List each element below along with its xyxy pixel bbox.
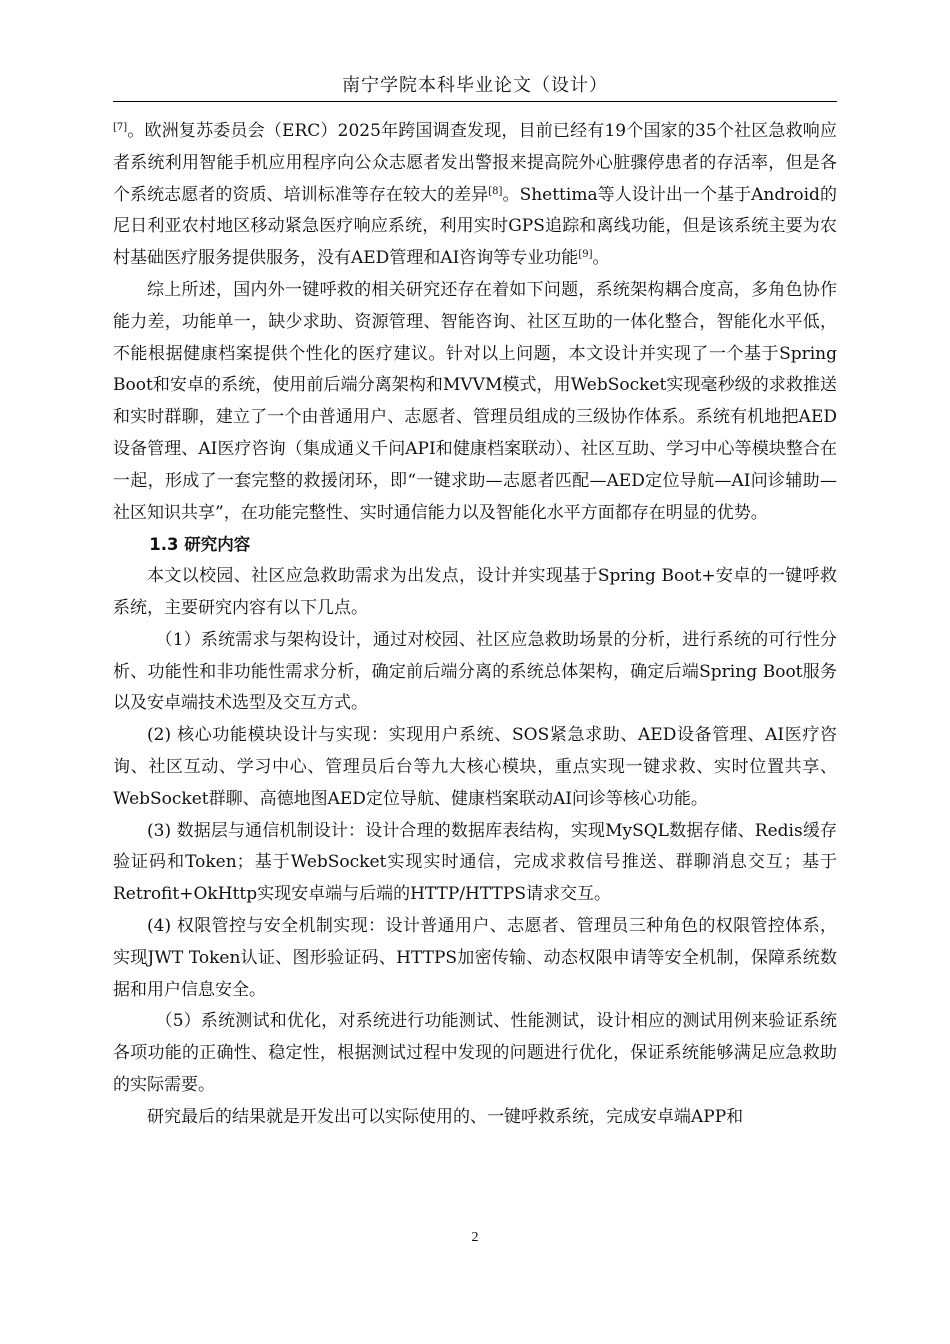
section-heading: 1.3 研究内容 bbox=[149, 535, 251, 555]
running-header: 南宁学院本科毕业论文（设计） bbox=[342, 75, 608, 96]
citation-8: [8] bbox=[488, 185, 503, 197]
citation-7: [7] bbox=[113, 122, 128, 133]
paragraph-summary: 综上所述，国内外一键呼救的相关研究还存在着如下问题，系统架构耦合度高，多角色协作能力差，功能单一，缺少求助、资源管理、智能咨询、社区互助的一体化整合，智能化水平低，不能根据健康档案提供个性化的医疗建议。针对以上问题，本文设计并实现了一个基于Spring Boot和安卓的系统，使用前后端分离架构和MVVM模式，用WebSocket实现毫秒级的求救推送和实时群聊，建立了一个由普通用户、志愿者、管理员组成的三级协作体系。系统有机地把AED设备管理、AI医疗咨询（集成通义千问API和健康档案联动）、社区互助、学习中心等模块整合在一起，形成了一套完整的救援闭环，即“一键求助—志愿者匹配—AED定位导航—AI问诊辅助—社区知识共享”，在功能完整性、实时通信能力以及智能化水平方面都存在明显的优势。 bbox=[113, 279, 837, 523]
research-item-4: (4) 权限管控与安全机制实现：设计普通用户、志愿者、管理员三种角色的权限管控体系，实现JWT Token认证、图形验证码、HTTPS加密传输、动态权限申请等安全机制，保障系统数据和用户信息安全。 bbox=[113, 915, 837, 1000]
paragraph-text: 。Shettima等人设计出一个基于Android的尼日利亚农村地区移动紧急医疗响应系统，利用实时GPS追踪和离线功能，但是该系统主要为农村基础医疗服务提供服务，没有AED管理和AI咨询等专业功能 bbox=[113, 184, 838, 269]
research-item-2: (2) 核心功能模块设计与实现：实现用户系统、SOS紧急求助、AED设备管理、AI医疗咨询、社区互动、学习中心、管理员后台等九大核心模块，重点实现一键求救、实时位置共享、WebSocket群聊、高德地图AED定位导航、健康档案联动AI问诊等核心功能。 bbox=[113, 725, 837, 809]
research-item-5: （5）系统测试和优化，对系统进行功能测试、性能测试，设计相应的测试用例来验证系统各项功能的正确性、稳定性，根据测试过程中发现的问题进行优化，保证系统能够满足应急救助的实际需要。 bbox=[113, 1011, 837, 1095]
paragraph-research-intro: 本文以校园、社区应急救助需求为出发点，设计并实现基于Spring Boot+安卓的一键呼救系统，主要研究内容有以下几点。 bbox=[113, 566, 837, 618]
page-number: 2 bbox=[471, 1230, 479, 1245]
header-rule bbox=[113, 101, 837, 102]
paragraph-text: 。欧洲复苏委员会（ERC）2025年跨国调查发现，目前已经有19个国家的35个社区急救响应者系统利用智能手机应用程序向公众志愿者发出警报来提高院外心脏骤停患者的存活率，但是各个系统志愿者的资质、培训标准等存在较大的差异 bbox=[113, 121, 837, 205]
paragraph-text: 。 bbox=[592, 248, 610, 269]
citation-9: [9] bbox=[578, 249, 593, 261]
body-text bbox=[113, 116, 837, 1134]
research-item-3: (3) 数据层与通信机制设计：设计合理的数据库表结构，实现MySQL数据存储、Redis缓存验证码和Token；基于WebSocket实现实时通信，完成求救信号推送、群聊消息交互；基于Retrofit+OkHttp实现安卓端与后端的HTTP/HTTPS请求交互。 bbox=[113, 820, 837, 905]
paragraph-related-work-continued bbox=[113, 116, 837, 275]
paragraph-result: 研究最后的结果就是开发出可以实际使用的、一键呼救系统，完成安卓端APP和 bbox=[147, 1106, 744, 1127]
research-item-1: （1）系统需求与架构设计，通过对校园、社区应急救助场景的分析，进行系统的可行性分析、功能性和非功能性需求分析，确定前后端分离的系统总体架构，确定后端Spring Boot服务以及安卓端技术选型及交互方式。 bbox=[113, 629, 837, 714]
